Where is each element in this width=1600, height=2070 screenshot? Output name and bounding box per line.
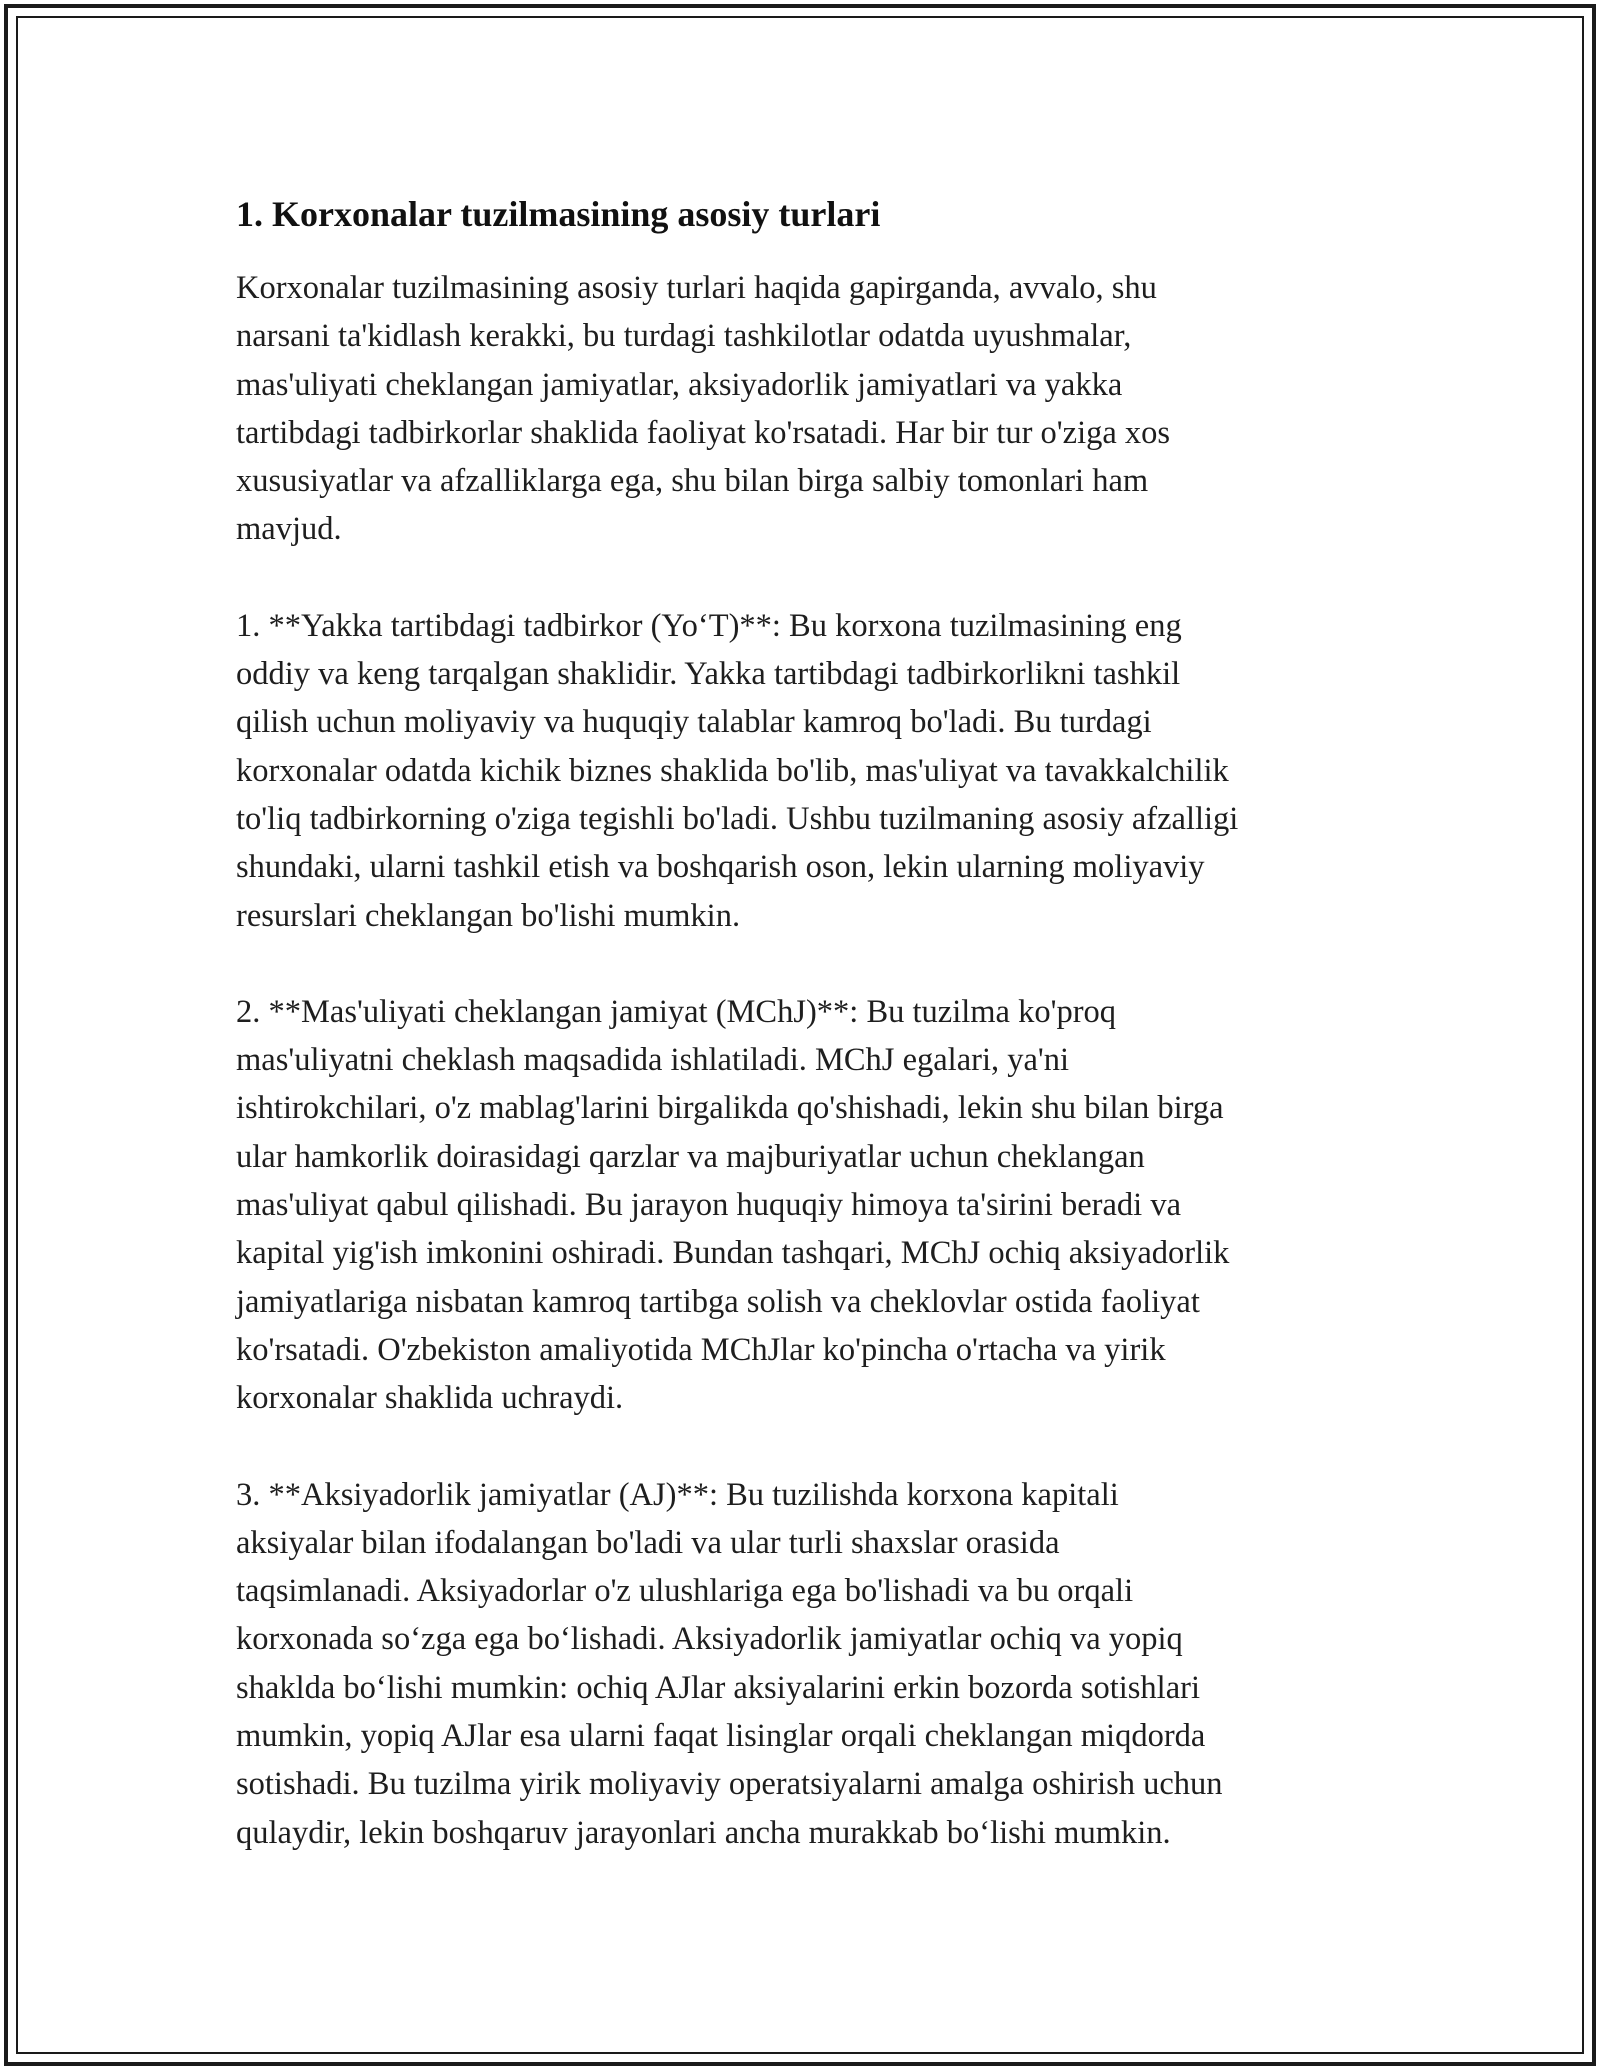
paragraph-llc: 2. **Mas'uliyati cheklangan jamiyat (MChJ)**: Bu tuzilma ko'proq mas'uliyatni cheklash maqsadida ishlatiladi. MChJ egalari, ya'ni ishtirokchilari, o'z mablag'larini birgalikda qo'shishadi, lekin shu bilan birga ular hamkorlik doirasidagi qarzlar va majburiyatlar uchun cheklangan mas'uliyat qabul qilishadi. Bu jarayon huquqiy himoya ta'sirini beradi va kapital yig'ish imkonini oshiradi. Bundan tashqari, MChJ ochiq aksiyadorlik jamiyatlariga nisbatan kamroq tartibga solish va cheklovlar ostida faoliyat ko'rsatadi. O'zbekiston amaliyotida MChJlar ko'pincha o'rtacha va yirik korxonalar shaklida uchraydi. [236,993,1230,1417]
paragraph-joint-stock-company: 3. **Aksiyadorlik jamiyatlar (AJ)**: Bu tuzilishda korxona kapitali aksiyalar bilan ifodalangan bo'ladi va ular turli shaxslar orasida taqsimlanadi. Aksiyadorlar o'z ulushlariga ega bo'lishadi va bu orqali korxonada so‘zga ega bo‘lishadi. Aksiyadorlik jamiyatlar ochiq va yopiq shaklda bo‘lishi mumkin: ochiq AJlar aksiyalarini erkin bozorda sotishlari mumkin, yopiq AJlar esa ularni faqat lisinglar orqali cheklangan miqdorda sotishadi. Bu tuzilma yirik moliyaviy operatsiyalarni amalga oshirish uchun qulaydir, lekin boshqaruv jarayonlari ancha murakkab bo‘lishi mumkin. [236,1476,1223,1851]
section-heading: 1. Korxonalar tuzilmasining asosiy turlari [236,194,881,234]
paragraph-individual-entrepreneur: 1. **Yakka tartibdagi tadbirkor (Yo‘T)**: Bu korxona tuzilmasining eng oddiy va keng tarqalgan shaklidir. Yakka tartibdagi tadbirkorlikni tashkil qilish uchun moliyaviy va huquqiy talablar kamroq bo'ladi. Bu turdagi korxonalar odatda kichik biznes shaklida bo'lib, mas'uliyat va tavakkalchilik to'liq tadbirkorning o'ziga tegishli bo'ladi. Ushbu tuzilmaning asosiy afzalligi shundaki, ularni tashkil etish va boshqarish oson, lekin ularning moliyaviy resurslari cheklangan bo'lishi mumkin. [236,607,1239,934]
document-body [236,186,1386,1905]
intro-paragraph: Korxonalar tuzilmasining asosiy turlari haqida gapirganda, avvalo, shu narsani ta'kidlash kerakki, bu turdagi tashkilotlar odatda uyushmalar, mas'uliyati cheklangan jamiyatlar, aksiyadorlik jamiyatlari va yakka tartibdagi tadbirkorlar shaklida faoliyat ko'rsatadi. Har bir tur o'ziga xos xususiyatlar va afzalliklarga ega, shu bilan birga salbiy tomonlari ham mavjud. [236,270,1171,548]
